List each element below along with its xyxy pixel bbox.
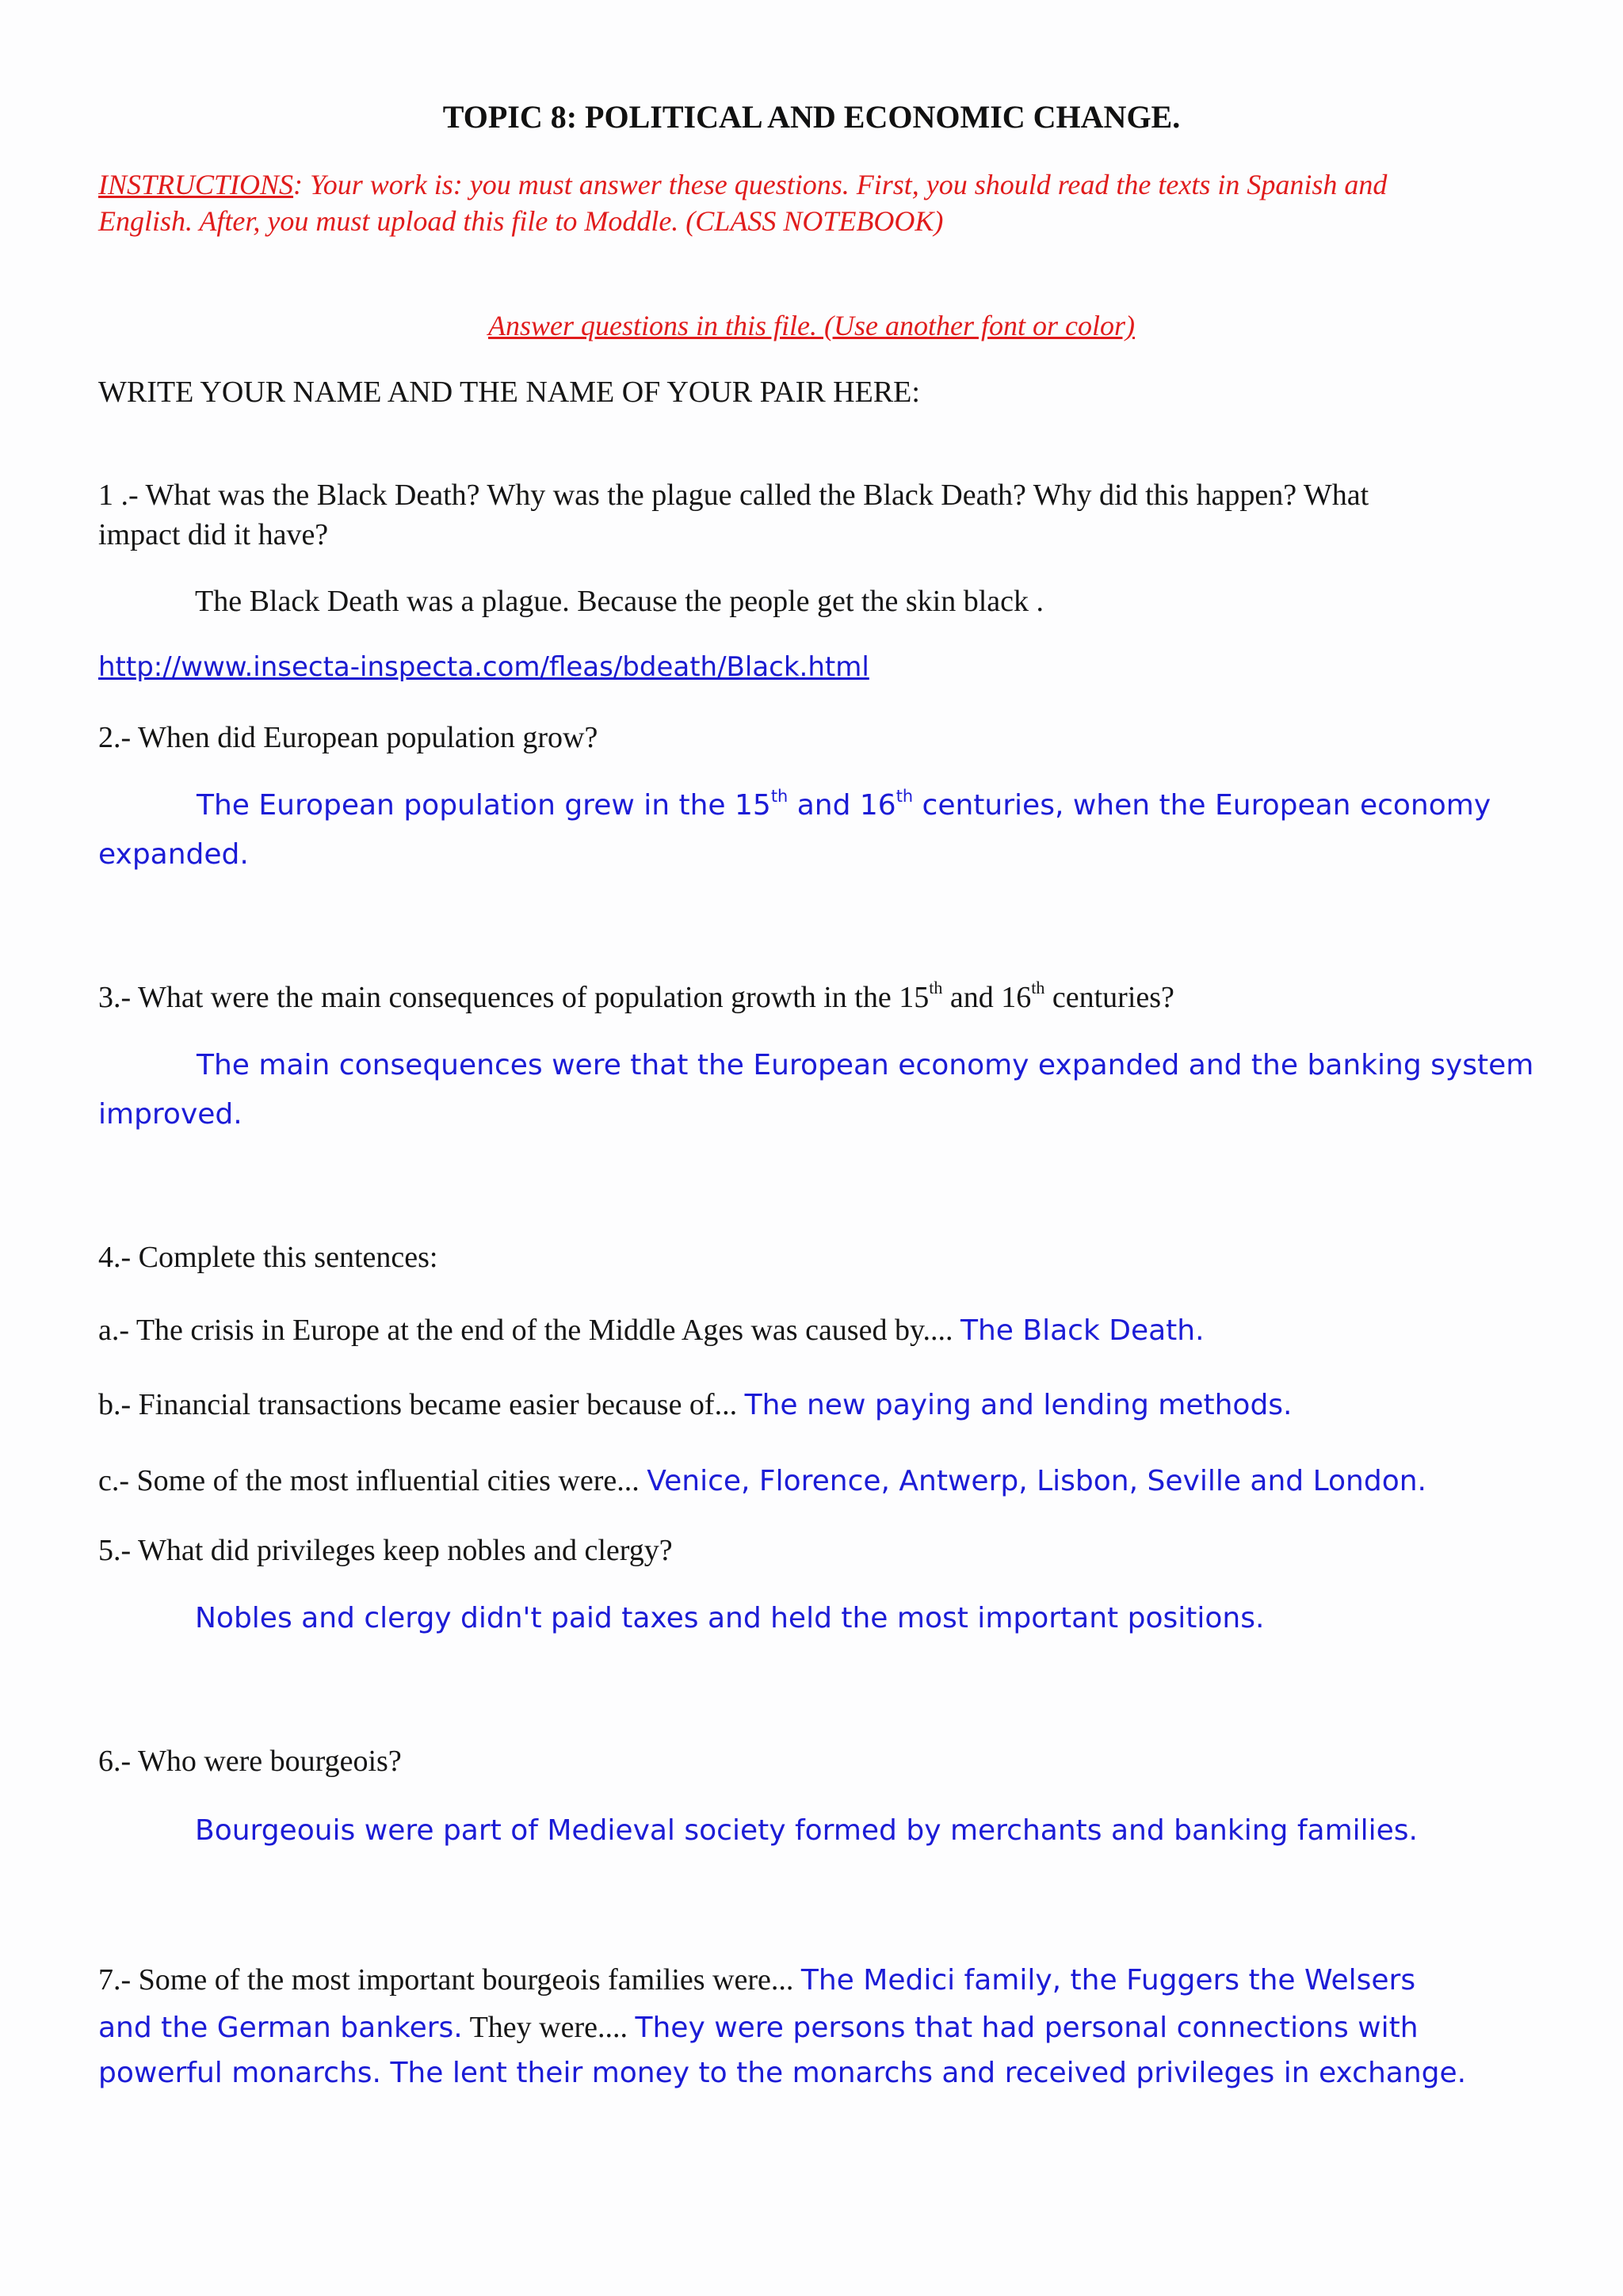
page-title: TOPIC 8: POLITICAL AND ECONOMIC CHANGE. bbox=[442, 99, 1181, 135]
question-4c-text: c.- Some of the most influential cities were... bbox=[98, 1464, 647, 1497]
question-4c bbox=[98, 1461, 1426, 1501]
question-1-line2: impact did it have? bbox=[98, 518, 329, 551]
answer-2-text-c: centuries, when the European economy bbox=[913, 789, 1491, 822]
question-2: 2.- When did European population grow? bbox=[98, 721, 598, 754]
question-7-text-b: They were.... bbox=[462, 2011, 636, 2044]
question-4: 4.- Complete this sentences: bbox=[98, 1241, 438, 1274]
answer-note: Answer questions in this file. (Use another font or color) bbox=[488, 310, 1135, 341]
answer-2-line2: expanded. bbox=[98, 838, 249, 871]
answer-3-line2: improved. bbox=[98, 1098, 242, 1131]
instructions bbox=[98, 166, 1387, 203]
question-4a bbox=[98, 1310, 1205, 1351]
answer-2-text-a: The European population grew in the 15 bbox=[197, 789, 771, 822]
instructions-label: INSTRUCTIONS bbox=[98, 169, 294, 200]
black-death-link[interactable]: http://www.insecta-inspecta.com/fleas/bdeath/Black.html bbox=[98, 651, 869, 683]
question-4b-text: b.- Financial transactions became easier because of... bbox=[98, 1388, 745, 1421]
instructions-line1: : Your work is: you must answer these questions. First, you should read the texts in Spanish and bbox=[293, 169, 1388, 200]
answer-4a: The Black Death. bbox=[960, 1314, 1205, 1347]
answer-5: Nobles and clergy didn't paid taxes and held the most important positions. bbox=[195, 1602, 1265, 1634]
answer-7-part-b: and the German bankers. bbox=[98, 2012, 463, 2044]
question-3-sup-2: th bbox=[1031, 978, 1045, 998]
question-3-sup-1: th bbox=[929, 978, 943, 998]
question-3-text-c: centuries? bbox=[1044, 981, 1174, 1014]
answer-2-sup-1: th bbox=[770, 786, 789, 806]
answer-2-sup-2: th bbox=[896, 786, 914, 806]
question-4a-text: a.- The crisis in Europe at the end of the Middle Ages was caused by.... bbox=[98, 1314, 960, 1347]
answer-3-line1: The main consequences were that the European economy expanded and the banking system bbox=[197, 1049, 1534, 1081]
answer-7-part-a: The Medici family, the Fuggers the Welsers bbox=[800, 1964, 1416, 1997]
question-3 bbox=[98, 978, 1174, 1017]
question-7-line2 bbox=[98, 2008, 1419, 2048]
instructions-line2: English. After, you must upload this file to Moddle. (CLASS NOTEBOOK) bbox=[98, 205, 944, 237]
question-5: 5.- What did privileges keep nobles and clergy? bbox=[98, 1534, 673, 1567]
question-3-text-b: and 16 bbox=[942, 981, 1032, 1014]
question-4b bbox=[98, 1385, 1293, 1425]
question-7-line1 bbox=[98, 1960, 1415, 2000]
question-1-line1: 1 .- What was the Black Death? Why was the plague called the Black Death? Why did this happen? What bbox=[98, 479, 1369, 512]
question-3-text-a: 3.- What were the main consequences of population growth in the 15 bbox=[98, 981, 930, 1014]
answer-4b: The new paying and lending methods. bbox=[744, 1389, 1293, 1421]
answer-2-text-b: and 16 bbox=[788, 789, 896, 822]
answer-1: The Black Death was a plague. Because the people get the skin black . bbox=[195, 585, 1044, 618]
answer-7-part-c: They were persons that had personal connections with bbox=[635, 2012, 1419, 2044]
question-6: 6.- Who were bourgeois? bbox=[98, 1745, 402, 1778]
answer-6: Bourgeouis were part of Medieval society formed by merchants and banking families. bbox=[195, 1814, 1418, 1847]
question-7-text-a: 7.- Some of the most important bourgeois families were... bbox=[98, 1963, 801, 1997]
name-line: WRITE YOUR NAME AND THE NAME OF YOUR PAIR HERE: bbox=[98, 376, 920, 409]
answer-4c: Venice, Florence, Antwerp, Lisbon, Seville and London. bbox=[647, 1465, 1426, 1497]
answer-2-line1 bbox=[197, 786, 1491, 822]
answer-7-line3: powerful monarchs. The lent their money to the monarchs and received privileges in exchange. bbox=[98, 2057, 1467, 2089]
